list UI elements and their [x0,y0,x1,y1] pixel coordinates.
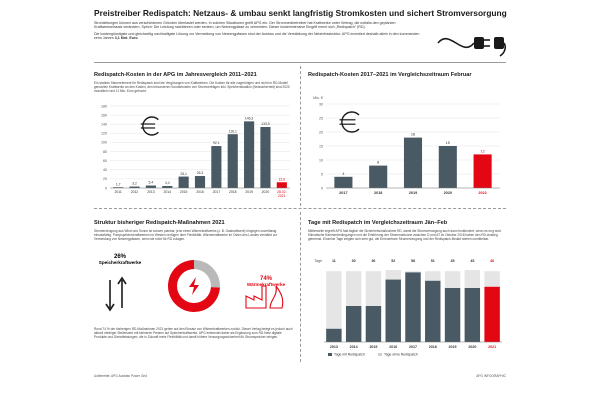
bar-value-label: 25,1 [180,171,187,176]
x-tick-label: 2017 [339,191,348,195]
x-tick-label: 2015 [179,190,188,194]
bar [260,127,270,188]
legend-label-without: Tage ohne Redispatch [384,352,418,357]
x-tick-label: 2019 [245,190,253,194]
bar-days-with [386,280,401,342]
footer-source: Aufbereitet: APG Austrian Power Grid [94,374,147,378]
x-tick-label: 2017 [409,345,417,349]
euro-icon [143,117,158,135]
y-tick-label: 120 [101,131,107,136]
panel3-title: Struktur bisheriger Redispatch-Maßnahmen 2021 [94,220,225,226]
bar [162,186,172,188]
bar-days-with [445,288,460,342]
x-tick-label: 2019 [408,191,418,195]
middle-divider [94,208,506,209]
bar [277,182,287,188]
bar-days-with [465,288,480,342]
bar-days-with [405,272,420,342]
storage-share-label [98,254,142,265]
y-tick-label: 0 [105,186,107,191]
bar-value-label: 45 [470,259,475,263]
bar-value-label: 8 [377,160,380,165]
chart-redispatch-costs-yearly [94,100,294,202]
x-tick-label: 2011 [114,190,122,194]
bar-value-label: 58 [411,259,415,263]
intro-paragraph-2-text: Die kostengünstigste und gleichzeitig nachhaltigste Lösung zur Vermeidung von Netzengpässen sind der Ausbau und die Verstärkung der Netzinfrastruktur. APG investiert deshalb allein in den kommenden zehn Jahren [94,31,420,41]
bar [195,176,205,188]
chart-redispatch-days [308,256,504,360]
storage-share-percent: 26% [113,254,126,260]
bar-value-label: 12 [480,149,485,154]
bar [439,146,457,188]
value-label-header: Tage [314,259,322,263]
x-tick-label: 2014 [349,345,358,349]
intro-paragraph-2 [94,32,424,41]
bar-days-with [425,281,440,342]
bar-value-label: 51 [430,259,435,263]
y-tick-label: 100 [101,140,107,145]
bar-value-label: 30 [371,259,376,263]
bar-value-label: 92,1 [213,141,220,146]
y-tick-label: 15 [319,144,323,149]
bar-value-label: 11 [331,259,336,263]
power-plug-icon [432,22,506,64]
x-tick-label: 2020 [261,190,270,194]
y-tick-label: 25 [319,116,323,121]
x-tick-label: 2013 [329,345,338,349]
bar-value-label: 3,2 [132,181,137,186]
legend-label-with: Tage mit Redispatch [334,352,365,357]
top-divider [94,62,506,63]
bar-value-label: 4 [342,171,345,176]
y-tick-label: 60 [103,158,107,163]
x-tick-label: 28.02. [277,190,287,194]
y-tick-label: 20 [103,177,107,182]
intro-paragraph-1: Stromleitungen können aus verschiedenen Gründen überlastet werden. In solchen Situationen greift APG ein. Der Stromnetzbetreiber hat Kraftwerke unter Vertrag, die notfalls den geplanten Kraftwerkseinsatz verändern. Sprich: Die Leistung nachfahren oder senken, um Netzengpässe zu vermeiden. Dieser kostenintensive Eingriff nennt sich „Redispatch" (RD). [94,21,396,30]
panel2-title: Redispatch-Kosten 2017–2021 im Vergleichszeitraum Februar [308,72,472,78]
y-tick-label: 160 [101,113,107,118]
bar [244,121,254,188]
x-tick-label: 2012 [130,190,139,194]
bar-value-label: 52 [391,259,396,263]
panel3-text: Stromerzeugung aus Wind und Sonne ist schwer planbar, jene eines Wärmekraftwerks (z. B. Gaskraftwerk) hingegen zuverlässig einsatzfähig. Pumpspeicherkraftwerken im Westen verfügen über Flexibilität, Wärmekraftwerke im Osten des Landes verstärkt zur Vermeidung von Netzengpässen, wenn sie nicht für RD zulagen. [94,229,278,241]
flame-icon [270,286,283,308]
thermal-share-name: Wärmekraftwerke [246,282,286,287]
x-tick-label: 2021 [478,191,487,195]
x-tick-label: 2018 [373,191,383,195]
euro-icon [342,112,359,132]
thermal-plant-icon [246,286,266,308]
y-tick-label: 140 [101,122,107,127]
bar [211,146,221,188]
bar-days-with [346,306,361,342]
bar-value-label: 45 [450,259,455,263]
panel4-title: Tage mit Redispatch im Vergleichszeitraum Jän–Feb [308,220,448,226]
y-tick-label: 10 [319,158,323,163]
y-tick-label: 40 [103,168,107,173]
panel1-text: Ein starkes Steuerelement für Redispatch sind die Vergütungen von Kraftwerken. Die Kosten für alle zugehörigen und nicht im RD-Modell genutzten Kraftwerke an den Kosten, den besonderen Sonderkosten von Stromverträgen inkl. Speichersituation (Netzsicherheit) sind 2020 monatlich rund 11 Mio. Euro gebucht. [94,81,290,93]
bar [404,138,422,188]
intro-text [94,21,424,43]
bar-value-label: 30 [351,259,356,263]
bar-days-with [484,287,499,342]
bar-value-label: 18 [410,132,416,137]
storage-share-name: Speicherkraftwerke [98,260,142,265]
bar-value-label: 4,4 [164,181,170,186]
bar-days-with [366,306,381,342]
x-tick-label: 2021 [278,194,286,198]
bar [334,177,352,188]
bar [146,186,156,188]
page-title: Preistreiber Redispatch: Netzaus- & umbau senkt langfristig Stromkosten und sichert Stromversorgung [94,8,507,18]
footer-brand: APG INFOGRAPHIC [476,374,506,378]
y-tick-label: 5 [321,172,323,177]
bar-value-label: 15 [445,141,450,145]
x-tick-label: 2014 [163,190,172,194]
infographic-sheet [88,0,512,400]
x-tick-label: 2021 [488,345,497,349]
bar-value-label: 12,6 [278,177,286,182]
x-tick-label: 2018 [428,345,437,349]
bar [228,134,238,188]
panel3-footnote: Rund 74 % der bisherigen RD-Maßnahmen 2021 gehen auf den Einsatz von Wärmekraftwerken zurück. Dieser Verlag belegt es jedoch auch aktuell niedriger Stellenwert mit kleineren Preisen auf Speicherkraftwerke. APG entsendet daher als Ergänzung zum RD-Netz digitale Produkte und Dienstleistungen, die in Zukunft mehr Flexibilität und damit höhere Versorgungssicherheit für Stromspeicher bringen. [94,327,293,339]
x-tick-label: 2015 [369,345,378,349]
bar-value-label: 118,1 [228,129,237,134]
bar-value-label: 1,7 [115,182,121,187]
x-tick-label: 2013 [147,190,155,194]
chart-redispatch-costs-february [308,92,506,202]
bar-value-label: 133,9 [261,122,270,127]
x-tick-label: 2020 [443,191,453,195]
legend-swatch-with [328,353,332,356]
y-tick-label: 20 [319,130,323,135]
y-axis-label: Mio. € [313,96,323,100]
y-tick-label: 30 [319,102,323,107]
y-tick-label: 180 [101,104,107,109]
bar-value-label: 146,3 [244,116,254,121]
x-tick-label: 2016 [389,345,398,349]
panel4-text: Mittlerweile ergreift APG fast täglich die Sicherheitsmaßnahme RD, damit die Stromversorgung auch dann funktioniert, wenn es eng wird. Klimatische Rahmenbedingungen und die Einführung der Strommarkzone zwischen D und AT im Oktober 2018 haben den RD-Anstieg gebremst. Einzelne Tage zeigten sich sehr gut, die Erneuerbare Stromerzeugung und der Redispatch-Bedarf stehen unmittelbar. [308,229,502,241]
x-tick-label: 2017 [212,190,221,194]
intro-paragraph-2-end: . [137,36,139,41]
x-tick-label: 2018 [228,190,237,194]
bar [179,177,189,188]
panel1-title: Redispatch-Kosten in der APG im Jahresvergleich 2011–2021 [94,72,257,78]
bar-value-label: 5,4 [148,180,154,185]
x-tick-label: 2020 [468,345,477,349]
bar-value-label: 46 [490,259,495,263]
bar [369,166,387,188]
thermal-share-percent: 74% [259,276,272,282]
lower-column-divider [300,212,301,362]
bar-value-label: 26,3 [196,171,204,176]
upper-column-divider [300,66,301,206]
legend-swatch-without [378,353,382,356]
y-tick-label: 80 [103,149,107,154]
bar-days-with [326,329,341,342]
thermal-share-label [238,276,294,287]
y-tick-label: 0 [321,186,323,191]
x-tick-label: 2019 [448,345,457,349]
bar [474,154,492,188]
intro-investment-amount: 3,1 Mrd. Euro [114,36,138,41]
x-tick-label: 2016 [196,190,204,194]
